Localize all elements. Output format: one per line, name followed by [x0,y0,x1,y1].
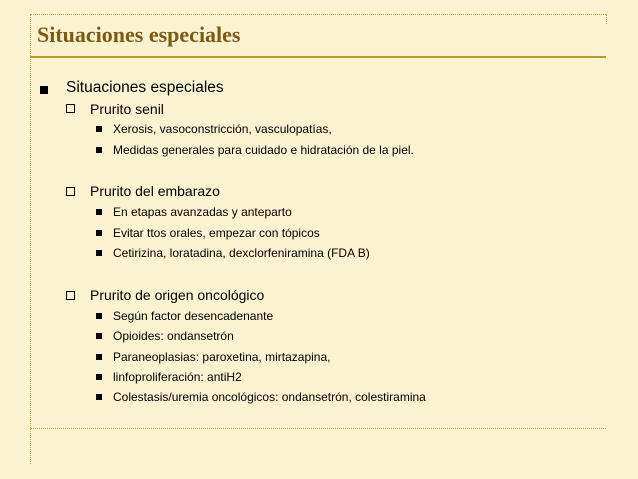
frame-left-border [30,14,31,464]
square-bullet-icon [96,230,102,236]
slide-title: Situaciones especiales [37,22,241,47]
frame-top-border [30,14,606,15]
footer-divider [30,428,606,429]
square-bullet-icon [96,126,102,132]
list-item: Paraneoplasias: paroxetina, mirtazapina, [113,350,331,364]
hollow-square-bullet-icon [66,291,75,300]
square-bullet-icon [96,354,102,360]
list-item: Medidas generales para cuidado e hidratación de la piel. [113,143,414,157]
square-bullet-icon [96,313,102,319]
title-underline [30,56,606,58]
list-item: En etapas avanzadas y anteparto [113,205,292,219]
list-item: Xerosis, vasoconstricción, vasculopatías, [113,122,332,136]
list-item: Cetirizina, loratadina, dexclorfeniramina (FDA B) [113,246,370,260]
level1-heading: Situaciones especiales [66,79,224,96]
list-item: Colestasis/uremia oncológicos: ondansetrón, colestiramina [113,390,426,404]
square-bullet-icon [40,86,48,94]
section-heading: Prurito de origen oncológico [90,287,265,303]
list-item: Evitar ttos orales, empezar con tópicos [113,226,320,240]
square-bullet-icon [96,333,102,339]
section-heading: Prurito senil [90,101,164,117]
section-heading: Prurito del embarazo [90,183,220,199]
square-bullet-icon [96,250,102,256]
square-bullet-icon [96,209,102,215]
list-item: Opioides: ondansetrón [113,329,234,343]
list-item: Según factor desencadenante [113,309,274,323]
hollow-square-bullet-icon [66,187,75,196]
square-bullet-icon [96,374,102,380]
square-bullet-icon [96,394,102,400]
list-item: linfoproliferación: antiH2 [113,370,242,384]
square-bullet-icon [96,147,102,153]
frame-right-border [606,14,607,24]
hollow-square-bullet-icon [66,104,75,113]
